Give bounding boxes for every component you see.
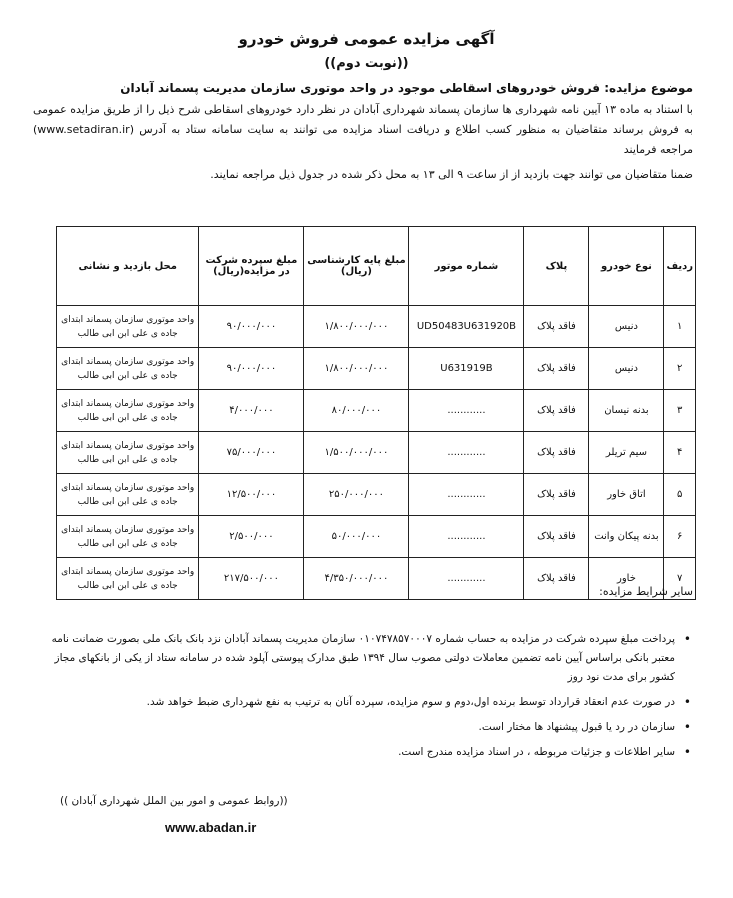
cell-vehicle-type: دنیس bbox=[589, 306, 664, 348]
header-row-number: ردیف bbox=[664, 227, 696, 306]
cell-plate: فاقد پلاک bbox=[524, 516, 589, 558]
visit-note: ضمنا متقاضیان می توانند جهت بازدید از از ساعت ۹ الی ۱۳ به محل ذکر شده در جدول ذیل مراجعه نمایند. bbox=[210, 168, 693, 181]
cell-plate: فاقد پلاک bbox=[524, 306, 589, 348]
other-conditions-heading: سایر شرایط مزایده: bbox=[599, 585, 693, 598]
cell-location: واحد موتوری سازمان پسماند ابتدای جاده ی علی ابن ابی طالب bbox=[57, 390, 199, 432]
cell-plate: فاقد پلاک bbox=[524, 348, 589, 390]
condition-item: • سایر اطلاعات و جزئیات مربوطه ، در اسناد مزایده مندرج است. bbox=[35, 743, 675, 762]
cell-engine-number: ............ bbox=[409, 516, 524, 558]
table-row bbox=[57, 348, 696, 390]
cell-base-price: ۸۰/۰۰۰/۰۰۰ bbox=[304, 390, 409, 432]
cell-row-number: ۵ bbox=[664, 474, 696, 516]
header-engine-number: شماره موتور bbox=[409, 227, 524, 306]
auction-subject: موضوع مزایده: فروش خودروهای اسقاطی موجود در واحد موتوری سازمان مدیریت پسماند آبادان bbox=[120, 81, 693, 95]
cell-engine-number: ............ bbox=[409, 558, 524, 600]
header-plate: پلاک bbox=[524, 227, 589, 306]
cell-base-price: ۴/۳۵۰/۰۰۰/۰۰۰ bbox=[304, 558, 409, 600]
cell-row-number: ۱ bbox=[664, 306, 696, 348]
cell-location: واحد موتوری سازمان پسماند ابتدای جاده ی علی ابن ابی طالب bbox=[57, 558, 199, 600]
website-url: www.abadan.ir bbox=[165, 820, 257, 835]
cell-deposit: ۹۰/۰۰۰/۰۰۰ bbox=[199, 306, 304, 348]
condition-item: • سازمان در رد یا قبول پیشنهاد ها مختار است. bbox=[35, 718, 675, 737]
cell-vehicle-type: اتاق خاور bbox=[589, 474, 664, 516]
cell-base-price: ۱/۸۰۰/۰۰۰/۰۰۰ bbox=[304, 348, 409, 390]
condition-item: • پرداخت مبلغ سپرده شرکت در مزایده به حساب شماره ۰۱۰۷۴۷۸۵۷۰۰۰۷ سازمان مدیریت پسماند آبادان نزد بانک بانک ملی بصورت ضمانت نامه معتبر بانکی براساس آیین نامه تضمین معاملات دولتی مصوب سال ۱۳۹۴ طبق مدارک پیوستی آپلود شده در سامانه ستاد از یکی از بانکهای مجاز کشور برای مدت نود روز bbox=[35, 630, 675, 687]
cell-row-number: ۷ bbox=[664, 558, 696, 600]
cell-location: واحد موتوری سازمان پسماند ابتدای جاده ی علی ابن ابی طالب bbox=[57, 474, 199, 516]
cell-vehicle-type: دنیس bbox=[589, 348, 664, 390]
header-base-price: مبلغ پایه کارشناسی (ریال) bbox=[304, 227, 409, 306]
table-row bbox=[57, 516, 696, 558]
cell-engine-number: ............ bbox=[409, 432, 524, 474]
table-row bbox=[57, 306, 696, 348]
cell-location: واحد موتوری سازمان پسماند ابتدای جاده ی علی ابن ابی طالب bbox=[57, 306, 199, 348]
cell-row-number: ۴ bbox=[664, 432, 696, 474]
cell-deposit: ۲/۵۰۰/۰۰۰ bbox=[199, 516, 304, 558]
vehicles-table bbox=[56, 226, 696, 600]
cell-deposit: ۷۵/۰۰۰/۰۰۰ bbox=[199, 432, 304, 474]
cell-vehicle-type: بدنه پیکان وانت bbox=[589, 516, 664, 558]
cell-deposit: ۱۲/۵۰۰/۰۰۰ bbox=[199, 474, 304, 516]
header-deposit: مبلغ سپرده شرکت در مزایده(ریال) bbox=[199, 227, 304, 306]
cell-engine-number: UD50483U631920B bbox=[409, 306, 524, 348]
table-row bbox=[57, 432, 696, 474]
public-relations-note: ((روابط عمومی و امور بین الملل شهرداری آبادان )) bbox=[60, 795, 288, 807]
cell-base-price: ۵۰/۰۰۰/۰۰۰ bbox=[304, 516, 409, 558]
cell-row-number: ۳ bbox=[664, 390, 696, 432]
condition-item: • در صورت عدم انعقاد قرارداد توسط برنده اول،دوم و سوم مزایده، سپرده آنان به ترتیب به نفع شهرداری ضبط خواهد شد. bbox=[35, 693, 675, 712]
cell-location: واحد موتوری سازمان پسماند ابتدای جاده ی علی ابن ابی طالب bbox=[57, 348, 199, 390]
notice-title: آگهی مزایده عمومی فروش خودرو bbox=[238, 30, 495, 48]
cell-plate: فاقد پلاک bbox=[524, 474, 589, 516]
cell-deposit: ۹۰/۰۰۰/۰۰۰ bbox=[199, 348, 304, 390]
table-row bbox=[57, 390, 696, 432]
header-location: محل بازدید و نشانی bbox=[57, 227, 199, 306]
cell-plate: فاقد پلاک bbox=[524, 432, 589, 474]
cell-engine-number: U631919B bbox=[409, 348, 524, 390]
cell-vehicle-type: بدنه نیسان bbox=[589, 390, 664, 432]
notice-subtitle: ((نوبت دوم)) bbox=[324, 56, 409, 71]
intro-paragraph: با استناد به ماده ۱۳ آیین نامه شهرداری ها سازمان پسماند شهرداری آبادان در نظر دارد خودروهای اسقاطی شرح ذیل را از طریق مزایده عمومی به فروش برساند متقاضیان به منظور کسب اطلاع و دریافت اسناد مزایده می توانند به سایت سامانه ستاد به آدرس (www.setadiran.ir) مراجعه فرمایند bbox=[33, 103, 693, 156]
table-header-row bbox=[57, 227, 696, 306]
cell-base-price: ۱/۵۰۰/۰۰۰/۰۰۰ bbox=[304, 432, 409, 474]
cell-row-number: ۶ bbox=[664, 516, 696, 558]
header-vehicle-type: نوع خودرو bbox=[589, 227, 664, 306]
cell-base-price: ۱/۸۰۰/۰۰۰/۰۰۰ bbox=[304, 306, 409, 348]
cell-location: واحد موتوری سازمان پسماند ابتدای جاده ی علی ابن ابی طالب bbox=[57, 516, 199, 558]
cell-plate: فاقد پلاک bbox=[524, 558, 589, 600]
cell-deposit: ۲۱۷/۵۰۰/۰۰۰ bbox=[199, 558, 304, 600]
cell-row-number: ۲ bbox=[664, 348, 696, 390]
cell-location: واحد موتوری سازمان پسماند ابتدای جاده ی علی ابن ابی طالب bbox=[57, 432, 199, 474]
cell-vehicle-type: سیم تریلر bbox=[589, 432, 664, 474]
cell-deposit: ۴/۰۰۰/۰۰۰ bbox=[199, 390, 304, 432]
cell-engine-number: ............ bbox=[409, 390, 524, 432]
cell-base-price: ۲۵۰/۰۰۰/۰۰۰ bbox=[304, 474, 409, 516]
table-row bbox=[57, 474, 696, 516]
cell-engine-number: ............ bbox=[409, 474, 524, 516]
cell-plate: فاقد پلاک bbox=[524, 390, 589, 432]
conditions-list bbox=[35, 630, 693, 768]
cell-vehicle-type: خاور bbox=[589, 558, 664, 600]
